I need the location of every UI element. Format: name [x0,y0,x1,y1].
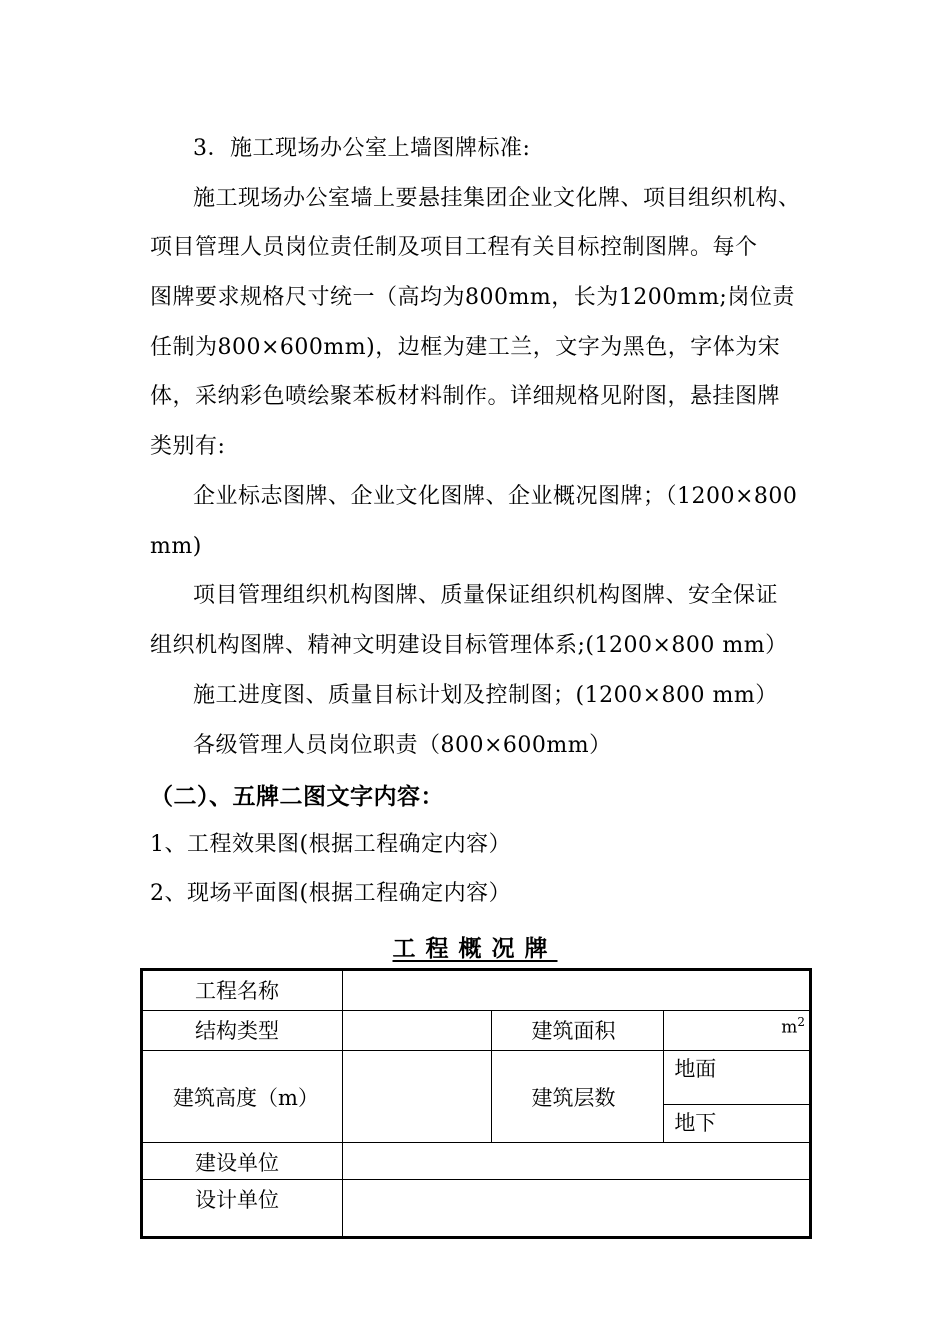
value-project-name[interactable] [342,970,810,1011]
paragraph-line: 体，采纳彩色喷绘聚苯板材料制作。详细规格见附图，悬挂图牌 [150,384,781,409]
label-structure-type: 结构类型 [142,1011,343,1051]
paragraph-heading-3: 3．施工现场办公室上墙图牌标准: [193,136,531,161]
paragraph-line: 图牌要求规格尺寸统一（高均为800mm，长为1200mm;岗位责 [150,285,795,310]
paragraph-line: 各级管理人员岗位职责（800×600mm） [193,733,612,758]
label-building-height: 建筑高度（m） [142,1051,343,1143]
area-unit: m [781,1017,798,1038]
list-item: 1、工程效果图(根据工程确定内容） [150,832,512,857]
value-construction-unit[interactable] [342,1143,810,1180]
value-building-area[interactable] [664,1011,811,1051]
table-title: 工程概况牌 [392,936,558,962]
label-design-unit: 设计单位 [142,1180,343,1238]
paragraph-line: 施工现场办公室墙上要悬挂集团企业文化牌、项目组织机构、 [193,186,801,211]
value-building-height[interactable] [342,1051,491,1143]
paragraph-line: 项目管理组织机构图牌、质量保证组织机构图牌、安全保证 [193,583,779,608]
label-above-ground: 地面 [664,1051,811,1105]
paragraph-line: 任制为800×600mm)，边框为建工兰，文字为黑色，字体为宋 [150,335,781,360]
label-floors: 建筑层数 [491,1051,664,1143]
paragraph-line: 项目管理人员岗位责任制及项目工程有关目标控制图牌。每个 [150,235,758,260]
area-unit-sup: 2 [797,1015,805,1029]
paragraph-line: 类别有: [150,434,226,459]
value-structure-type[interactable] [342,1011,491,1051]
paragraph-line: 企业标志图牌、企业文化图牌、企业概况图牌；（1200×800 [193,484,798,509]
section-heading: （二）、五牌二图文字内容： [150,784,444,810]
label-project-name: 工程名称 [142,970,343,1011]
label-building-area: 建筑面积 [491,1011,664,1051]
value-design-unit[interactable] [342,1180,810,1238]
project-overview-table [140,968,812,1239]
label-construction-unit: 建设单位 [142,1143,343,1180]
list-item: 2、现场平面图(根据工程确定内容） [150,881,512,906]
label-underground: 地下 [664,1105,811,1143]
paragraph-line: 施工进度图、质量目标计划及控制图；(1200×800 mm） [193,683,778,708]
paragraph-line: 组织机构图牌、精神文明建设目标管理体系;(1200×800 mm） [150,633,788,658]
paragraph-line: mm) [150,534,202,559]
